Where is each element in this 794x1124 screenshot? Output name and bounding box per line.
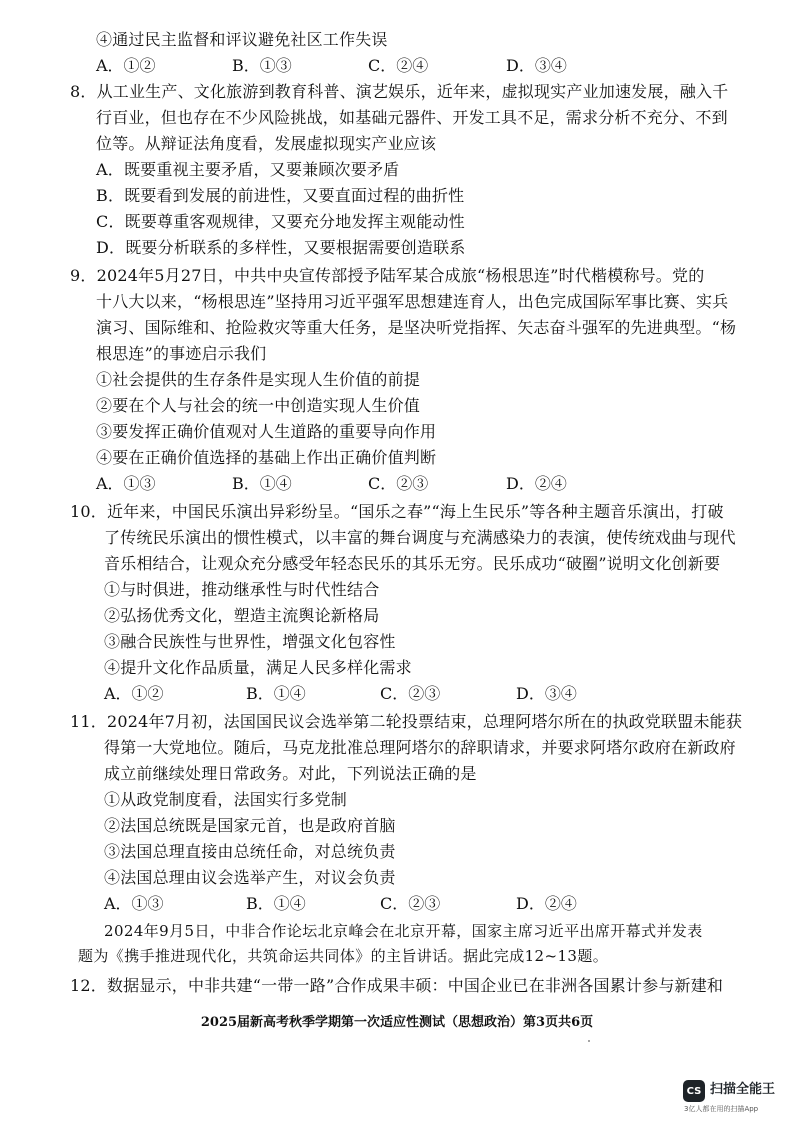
q11-option-c: C．②③: [380, 894, 441, 913]
q10-option-a: A．①②: [104, 684, 164, 703]
q7-option-d: D．③④: [506, 56, 567, 75]
q11-stem-line-2: 得第一大党地位。随后，马克龙批准总理阿塔尔的辞职请求，并要求阿塔尔政府在新政府: [104, 738, 736, 757]
q8-stem-line-3: 位等。从辩证法角度看，发展虚拟现实产业应该: [96, 134, 437, 153]
q10-item-1: ①与时俱进，推动继承性与时代性结合: [104, 580, 380, 599]
material-line-2: 题为《携手推进现代化，共筑命运共同体》的主旨讲话。据此完成12~13题。: [78, 947, 609, 965]
q9-option-a: A．①③: [96, 474, 156, 493]
q10-item-2: ②弘扬优秀文化，塑造主流舆论新格局: [104, 606, 380, 625]
q8-choice-b: B．既要看到发展的前进性，又要直面过程的曲折性: [96, 186, 465, 205]
watermark-app-name: 扫描全能王: [710, 1082, 776, 1097]
q11-item-2: ②法国总统既是国家元首，也是政府首脑: [104, 816, 396, 835]
q9-option-d: D．②④: [506, 474, 567, 493]
scanner-watermark: [680, 1077, 790, 1117]
q9-item-3: ③要发挥正确价值观对人生道路的重要导向作用: [96, 422, 437, 441]
q8-choice-c: C．既要尊重客观规律，又要充分地发挥主观能动性: [96, 212, 465, 231]
q12-stem-line-1: 12．数据显示，中非共建“一带一路”合作成果丰硕：中国企业已在非洲各国累计参与新建和: [70, 976, 724, 995]
q10-option-c: C．②③: [380, 684, 441, 703]
q11-option-d: D．②④: [516, 894, 577, 913]
q10-item-4: ④提升文化作品质量，满足人民多样化需求: [104, 658, 412, 677]
q10-stem-line-1: 10．近年来，中国民乐演出异彩纷呈。“国乐之春”“海上生民乐”等各种主题音乐演出，打破: [70, 502, 724, 521]
q9-item-1: ①社会提供的生存条件是实现人生价值的前提: [96, 370, 421, 389]
q11-stem-line-1: 11．2024年7月初，法国国民议会选举第二轮投票结束，总理阿塔尔所在的执政党联盟未能获: [70, 712, 743, 731]
scan-speck: [588, 1040, 590, 1042]
q10-stem-line-3: 音乐相结合，让观众充分感受年轻态民乐的其乐无穷。民乐成功“破圈”说明文化创新要: [104, 554, 721, 573]
q7-option-b: B．①③: [232, 56, 292, 75]
q8-choice-d: D．既要分析联系的多样性，又要根据需要创造联系: [96, 238, 466, 257]
q8-stem-line-2: 行百业，但也存在不少风险挑战，如基础元器件、开发工具不足，需求分析不充分、不到: [96, 108, 728, 127]
q10-option-b: B．①④: [246, 684, 306, 703]
q10-option-d: D．③④: [516, 684, 577, 703]
page-footer: 2025届新高考秋季学期第一次适应性测试（思想政治）第3页共6页: [200, 1015, 594, 1030]
q9-option-b: B．①④: [232, 474, 292, 493]
q9-stem-line-2: 十八大以来，“杨根思连”坚持用习近平强军思想建连育人，出色完成国际军事比赛、实兵: [96, 292, 729, 311]
q9-item-4: ④要在正确价值选择的基础上作出正确价值判断: [96, 448, 437, 467]
camscanner-logo-icon: CS: [683, 1080, 705, 1102]
q9-item-2: ②要在个人与社会的统一中创造实现人生价值: [96, 396, 421, 415]
q9-stem-line-3: 演习、国际维和、抢险救灾等重大任务，是坚决听党指挥、矢志奋斗强军的先进典型。“杨: [96, 318, 737, 337]
q7-option-a: A．①②: [96, 56, 156, 75]
q11-option-a: A．①③: [104, 894, 164, 913]
q7-item-4: ④通过民主监督和评议避免社区工作失误: [96, 30, 388, 49]
q7-option-c: C．②④: [368, 56, 429, 75]
q11-option-b: B．①④: [246, 894, 306, 913]
q11-item-3: ③法国总理直接由总统任命，对总统负责: [104, 842, 396, 861]
q8-choice-a: A．既要重视主要矛盾，又要兼顾次要矛盾: [96, 160, 400, 179]
q10-item-3: ③融合民族性与世界性，增强文化包容性: [104, 632, 396, 651]
q10-stem-line-2: 了传统民乐演出的惯性模式，以丰富的舞台调度与充满感染力的表演，使传统戏曲与现代: [104, 528, 736, 547]
q11-item-1: ①从政党制度看，法国实行多党制: [104, 790, 348, 809]
watermark-tagline: 3亿人都在用的扫描App: [684, 1105, 759, 1113]
q9-stem-line-4: 根思连”的事迹启示我们: [96, 344, 267, 363]
q9-stem-line-1: 9．2024年5月27日，中共中央宣传部授予陆军某合成旅“杨根思连”时代楷模称号。党的: [70, 266, 705, 285]
q11-item-4: ④法国总理由议会选举产生，对议会负责: [104, 868, 396, 887]
material-line-1: 2024年9月5日，中非合作论坛北京峰会在北京开幕，国家主席习近平出席开幕式并发表: [104, 922, 703, 940]
q9-option-c: C．②③: [368, 474, 429, 493]
q11-stem-line-3: 成立前继续处理日常政务。对此，下列说法正确的是: [104, 764, 477, 783]
q8-stem-line-1: 8．从工业生产、文化旅游到教育科普、演艺娱乐，近年来，虚拟现实产业加速发展，融入千: [70, 82, 729, 101]
